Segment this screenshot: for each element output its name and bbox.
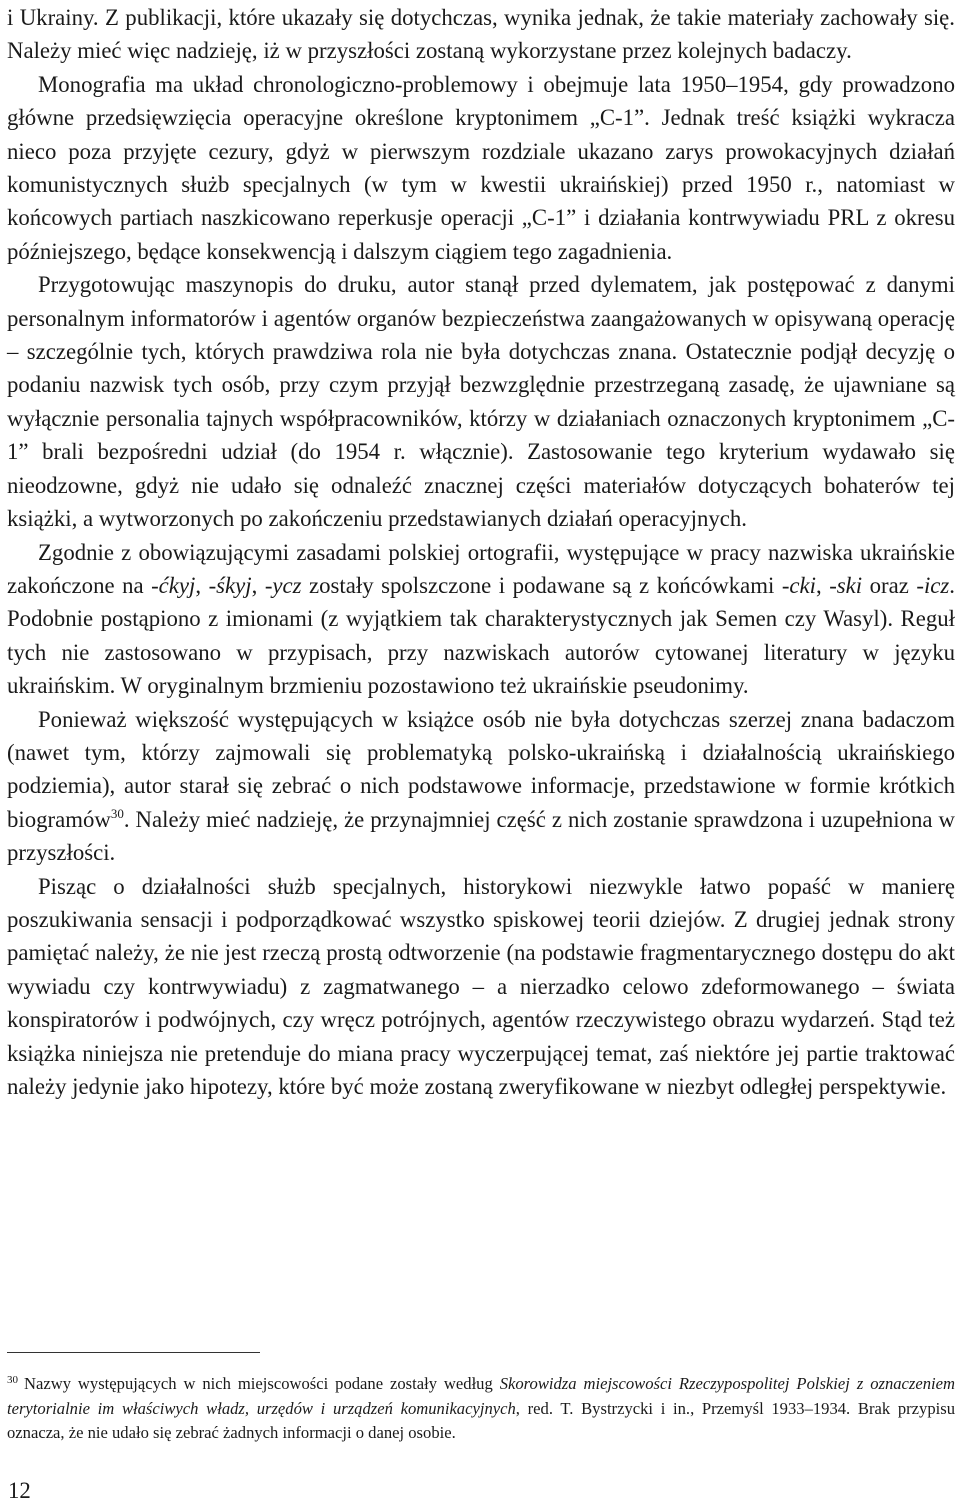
paragraph-biograms <box>7 703 955 870</box>
text-run: . Podobnie postąpiono z imionami (z wyjątkiem tak charakterystycznych jak Semen czy Wasyl). Reguł tych nie zastosowano w przypisach, przy nazwiskach autorów cytowanej literatury w języku ukraińskim. W oryginalnym brzmieniu pozostawiono też ukraińskie pseudonimy. <box>7 572 955 699</box>
suffix-italic: -cki <box>781 572 817 598</box>
suffix-italic: -icz <box>916 572 950 598</box>
text-run: . Należy mieć nadzieję, że przynajmniej część z nich zostanie sprawdzona i uzupełniona w przyszłości. <box>7 806 955 866</box>
footnote-number: 30 <box>7 1374 18 1386</box>
paragraph-orthography <box>7 536 955 703</box>
footnote-reference: 30 <box>110 805 124 821</box>
suffix-italic: -ycz <box>264 572 302 598</box>
paragraph-personal-data: Przygotowując maszynopis do druku, autor stanął przed dylematem, jak postępować z danymi personalnym informatorów i agentów organów bezpieczeństwa zaangażowanych w opisywaną operację – szczególnie tych, których prawdziwa rola nie była dotychczas znana. Ostatecznie podjął decyzję o podaniu nazwisk tych osób, przy czym przyjął bezwzględnie przestrzeganą zasadę, że ujawniane są wyłącznie personalia tajnych współpracowników, którzy w działaniach oznaczonych kryptonimem „C-1” brali bezpośredni udział (do 1954 r. włącznie). Zastosowanie tego kryterium wydawało się nieodzowne, gdyż nie udało się odnaleźć znacznej części materiałów dotyczących bohaterów tej książki, a wytworzonych po zakończeniu przedstawianych działań operacyjnych. <box>7 272 955 532</box>
suffix-italic: -ćkyj <box>151 572 196 598</box>
text-run: , <box>195 572 209 598</box>
text-run: zostały spolszczone i podawane są z końcówkami <box>301 572 782 598</box>
paragraph-monograph-structure: Monografia ma układ chronologiczno-problemowy i obejmuje lata 1950–1954, gdy prowadzono główne przedsięwzięcia operacyjne określone kryptonimem „C-1”. Jednak treść książki wykracza nieco poza przyjęte cezury, gdyż w pierwszym rozdziale ukazano zarys prowokacyjnych działań komunistycznych służb specjalnych (w tym w kwestii ukraińskiej) przed 1950 r., natomiast w końcowych partiach naszkicowano reperkusje operacji „C-1” i działania kontrwywiadu PRL z okresu późniejszego, będące konsekwencją i dalszym ciągiem tego zagadnienia. <box>7 71 955 264</box>
suffix-italic: -ski <box>829 572 863 598</box>
page-number: 12 <box>8 1478 31 1503</box>
footnote-text: , red. T. Bystrzycki i in., Przemyśl 1933–1934. Brak przypisu oznacza, że nie udało się zebrać żadnych informacji o danej osobie. <box>7 1398 955 1442</box>
suffix-italic: -śkyj <box>208 572 252 598</box>
footnote-text: Nazwy występujących w nich miejscowości podane zostały według <box>24 1374 500 1393</box>
paragraph-conspiracy: Pisząc o działalności służb specjalnych, historykowi niezwykle łatwo popaść w manierę poszukiwania sensacji i podporządkować wszystko spiskowej teorii dziejów. Z drugiej jednak strony pamiętać należy, że nie jest rzeczą prostą odtworzenie (na podstawie fragmentarycznego dostępu do akt wywiadu czy kontrwywiadu) z zagmatwanego – a nierzadko celowo zdeformowanego – świata konspiratorów i podwójnych, czy wręcz potrójnych, agentów rzeczywistego obrazu wydarzeń. Stąd też książka niniejsza nie pretenduje do miana pracy wyczerpującej temat, zaś niektóre jej partie traktować należy jedynie jako hipotezy, które być może zostaną zweryfikowane w niezbyt odległej perspektywie. <box>7 873 955 1099</box>
footnote-source-title: Skorowidza miejscowości Rzeczypospolitej Polskiej z oznaczeniem terytorialnie im właściwych władz, urzędów i urządzeń komunikacyjnych <box>7 1374 955 1418</box>
paragraph-continuation: i Ukrainy. Z publikacji, które ukazały się dotychczas, wynika jednak, że takie materiały zachowały się. Należy mieć więc nadzieję, iż w przyszłości zostaną wykorzystane przez kolejnych badaczy. <box>7 5 955 64</box>
text-run: , <box>816 572 830 598</box>
text-run: Zgodnie z obowiązującymi zasadami polskiej ortografii, występujące w pracy nazwiska ukraińskie zakończone na <box>7 539 955 598</box>
book-page <box>7 0 955 1504</box>
text-run: Ponieważ większość występujących w książce osób nie była dotychczas szerzej znana badaczom (nawet tym, którzy zajmowali się problematyką polsko-ukraińską i działalnością ukraińskiego podziemia), autor starał się zebrać o nich podstawowe informacje, przedstawione w formie krótkich biogramów <box>7 706 955 832</box>
footnote <box>7 1372 955 1446</box>
text-run: oraz <box>862 572 917 598</box>
main-text <box>7 1 955 1103</box>
text-run: , <box>251 572 265 598</box>
footnote-separator <box>7 1352 260 1353</box>
